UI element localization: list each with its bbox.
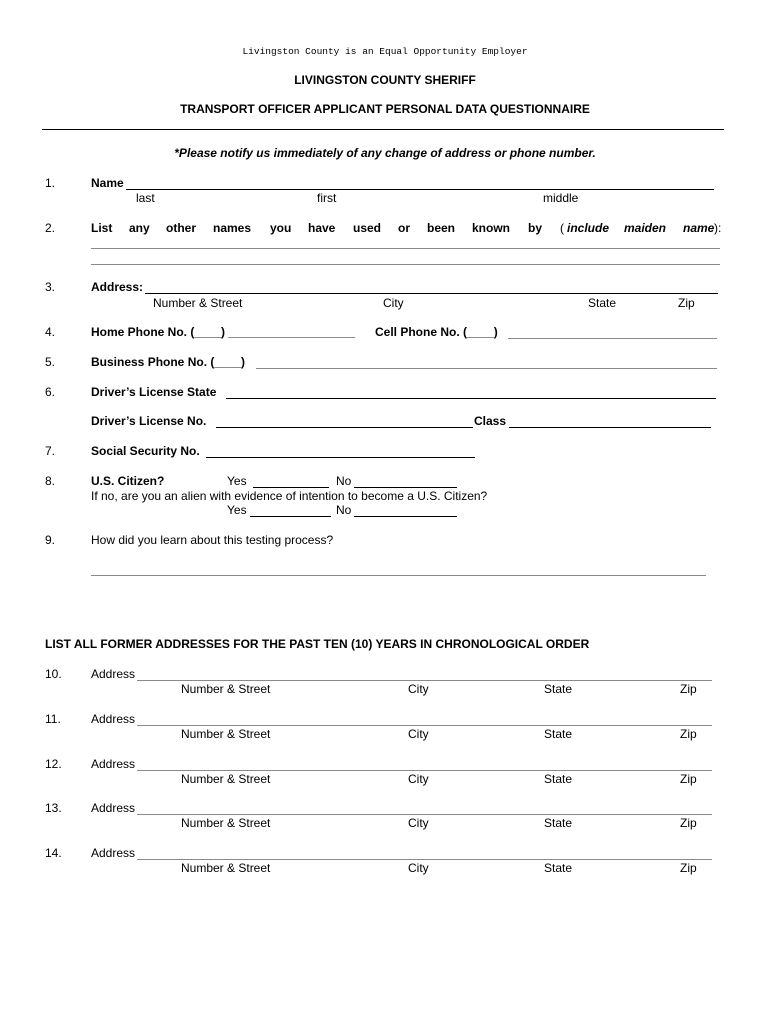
name-label: Name bbox=[91, 176, 124, 190]
citizen-no-field[interactable] bbox=[354, 473, 457, 488]
alien-no-label: No bbox=[336, 503, 352, 517]
alien-no-field[interactable] bbox=[354, 502, 457, 517]
item-number: 2. bbox=[45, 221, 56, 235]
item-number: 14. bbox=[45, 846, 62, 860]
item-number: 9. bbox=[45, 533, 56, 547]
q2-include: include bbox=[567, 221, 610, 235]
item-number: 8. bbox=[45, 474, 56, 488]
sub-zip: Zip bbox=[680, 772, 697, 786]
sub-street: Number & Street bbox=[181, 772, 271, 786]
sub-state: State bbox=[544, 861, 573, 875]
q2-word: other bbox=[166, 221, 196, 235]
item-number: 4. bbox=[45, 325, 56, 339]
citizen-label: U.S. Citizen? bbox=[91, 474, 165, 488]
ssn-label: Social Security No. bbox=[91, 444, 200, 458]
other-names-field-2[interactable] bbox=[91, 250, 720, 265]
sub-zip: Zip bbox=[680, 816, 697, 830]
q2-paren-close: ): bbox=[714, 221, 722, 235]
sub-zip: Zip bbox=[680, 861, 697, 875]
sub-state: State bbox=[544, 772, 573, 786]
home-phone-label: Home Phone No. (____) ___________________ bbox=[91, 325, 356, 339]
name-sub-first: first bbox=[317, 191, 337, 205]
sub-city: City bbox=[408, 816, 429, 830]
address-sub-city: City bbox=[383, 296, 404, 310]
sub-zip: Zip bbox=[680, 727, 697, 741]
notice-text: *Please notify us immediately of any change of address or phone number. bbox=[174, 146, 596, 160]
q2-paren-open: ( bbox=[560, 221, 564, 235]
sub-city: City bbox=[408, 861, 429, 875]
former-address-field[interactable] bbox=[137, 711, 712, 726]
cell-phone-field[interactable] bbox=[508, 324, 717, 339]
cell-phone-label: Cell Phone No. (____) bbox=[375, 325, 498, 339]
citizen-yes-field[interactable] bbox=[253, 473, 329, 488]
former-address-label: Address bbox=[91, 712, 136, 726]
citizen-no-label: No bbox=[336, 474, 352, 488]
business-phone-field[interactable] bbox=[256, 354, 717, 369]
license-state-field[interactable] bbox=[226, 384, 716, 399]
license-state-label: Driver’s License State bbox=[91, 385, 217, 399]
learn-answer-field[interactable] bbox=[91, 561, 706, 576]
address-sub-street: Number & Street bbox=[153, 296, 243, 310]
sub-state: State bbox=[544, 816, 573, 830]
q2-word: List bbox=[91, 221, 113, 235]
former-address-label: Address bbox=[91, 757, 136, 771]
address-sub-state: State bbox=[588, 296, 617, 310]
address-field[interactable] bbox=[145, 279, 718, 294]
item-number: 11. bbox=[45, 712, 61, 726]
address-sub-zip: Zip bbox=[678, 296, 695, 310]
q2-word: used bbox=[353, 221, 382, 235]
q2-word: known bbox=[472, 221, 510, 235]
learn-question: How did you learn about this testing process? bbox=[91, 533, 334, 547]
sub-city: City bbox=[408, 682, 429, 696]
sub-zip: Zip bbox=[680, 682, 697, 696]
header-divider bbox=[42, 129, 724, 130]
alien-yes-field[interactable] bbox=[250, 502, 331, 517]
former-address-field[interactable] bbox=[137, 845, 712, 860]
citizen-yes-label: Yes bbox=[227, 474, 247, 488]
sub-street: Number & Street bbox=[181, 727, 271, 741]
license-no-label: Driver’s License No. bbox=[91, 414, 207, 428]
item-number: 5. bbox=[45, 355, 56, 369]
q2-word: by bbox=[528, 221, 543, 235]
ssn-field[interactable] bbox=[206, 443, 475, 458]
sub-city: City bbox=[408, 727, 429, 741]
item-number: 6. bbox=[45, 385, 56, 399]
sub-street: Number & Street bbox=[181, 816, 271, 830]
former-address-label: Address bbox=[91, 846, 136, 860]
item-number: 12. bbox=[45, 757, 62, 771]
business-phone-label: Business Phone No. (____) bbox=[91, 355, 246, 369]
alien-question: If no, are you an alien with evidence of intention to become a U.S. Citizen? bbox=[91, 489, 488, 503]
license-class-field[interactable] bbox=[509, 413, 711, 428]
q2-word: names bbox=[213, 221, 252, 235]
former-address-field[interactable] bbox=[137, 756, 712, 771]
sub-state: State bbox=[544, 682, 573, 696]
former-addresses-heading: LIST ALL FORMER ADDRESSES FOR THE PAST TEN (10) YEARS IN CHRONOLOGICAL ORDER bbox=[45, 637, 590, 651]
agency-title: LIVINGSTON COUNTY SHERIFF bbox=[294, 73, 476, 87]
q2-word: or bbox=[398, 221, 410, 235]
form-title: TRANSPORT OFFICER APPLICANT PERSONAL DATA QUESTIONNAIRE bbox=[180, 102, 590, 116]
former-address-field[interactable] bbox=[137, 800, 712, 815]
item-number: 13. bbox=[45, 801, 62, 815]
sub-street: Number & Street bbox=[181, 861, 271, 875]
name-field[interactable] bbox=[126, 175, 714, 190]
q2-name: name bbox=[683, 221, 715, 235]
license-class-label: Class bbox=[474, 414, 507, 428]
sub-city: City bbox=[408, 772, 429, 786]
q2-word: have bbox=[308, 221, 336, 235]
sub-street: Number & Street bbox=[181, 682, 271, 696]
alien-yes-label: Yes bbox=[227, 503, 247, 517]
other-names-field-1[interactable] bbox=[91, 234, 720, 249]
q2-maiden: maiden bbox=[624, 221, 667, 235]
sub-state: State bbox=[544, 727, 573, 741]
item-number: 1. bbox=[45, 176, 56, 190]
q2-word: any bbox=[129, 221, 150, 235]
former-address-label: Address bbox=[91, 801, 136, 815]
license-no-field[interactable] bbox=[216, 413, 473, 428]
former-address-label: Address bbox=[91, 667, 136, 681]
item-number: 7. bbox=[45, 444, 56, 458]
item-number: 3. bbox=[45, 280, 56, 294]
item-number: 10. bbox=[45, 667, 62, 681]
employer-note: Livingston County is an Equal Opportunity Employer bbox=[242, 46, 528, 57]
former-address-field[interactable] bbox=[137, 666, 712, 681]
q2-word: been bbox=[427, 221, 456, 235]
name-sub-last: last bbox=[136, 191, 155, 205]
address-label: Address: bbox=[91, 280, 144, 294]
name-sub-middle: middle bbox=[543, 191, 579, 205]
q2-word: you bbox=[270, 221, 292, 235]
